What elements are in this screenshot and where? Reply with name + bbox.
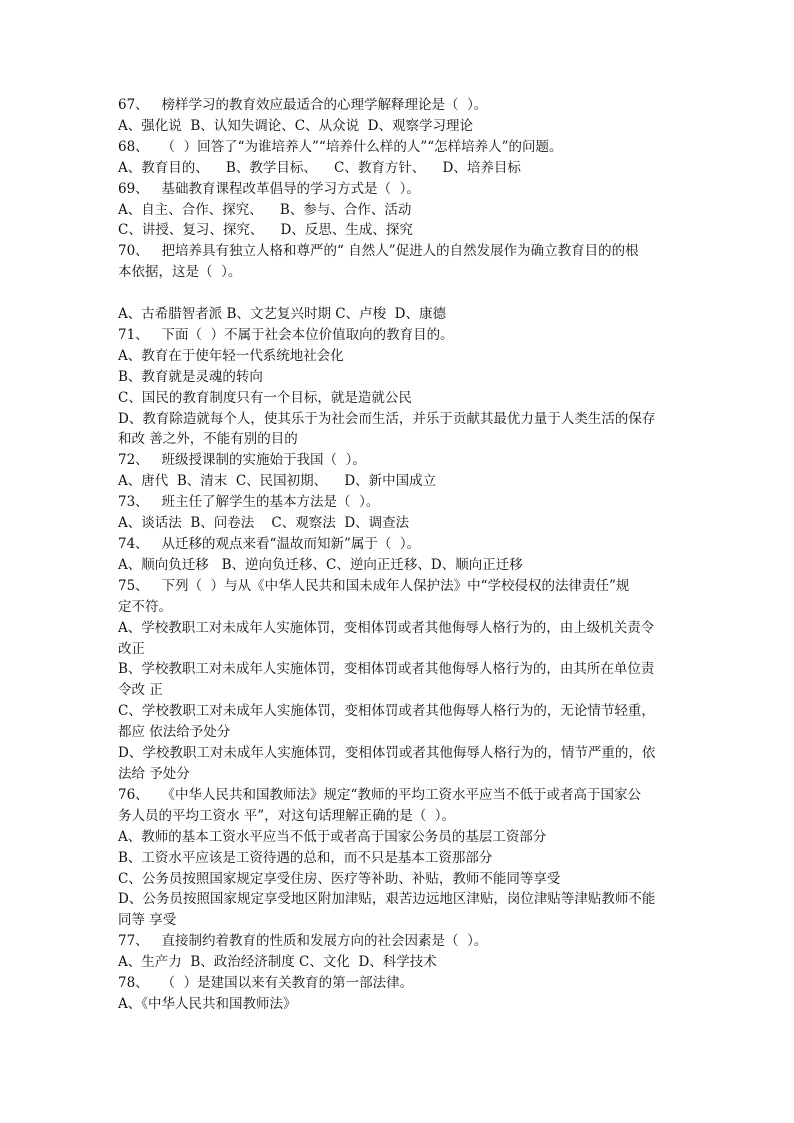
- document-page: [118, 95, 680, 1015]
- question-71-stem: 71、 下面（ ）不属于社会本位价值取向的教育目的。: [118, 326, 454, 343]
- question-68-stem: 68、 （ ）回答了“为谁培养人”“培养什么样的人”“怎样培养人”的问题。: [118, 138, 563, 155]
- question-68-options: A、教育目的、 B、教学目标、 C、教育方针、 D、培养目标: [118, 159, 521, 176]
- question-78-option-a: A、《中华人民共和国教师法》: [118, 995, 297, 1012]
- question-75-option-b-line1: B、学校教职工对未成年人实施体罚，变相体罚或者其他侮辱人格行为的，由其所在单位责: [118, 661, 655, 678]
- question-76-stem-line2: 务人员的平均工资水 平”，对这句话理解正确的是（ ）。: [118, 807, 456, 824]
- question-78-stem: 78、 （ ）是建国以来有关教育的第一部法律。: [118, 975, 414, 992]
- question-67-stem: 67、 榜样学习的教育效应最适合的心理学解释理论是（ ）。: [118, 97, 488, 113]
- question-75-stem-line2: 定不符。: [118, 598, 172, 615]
- question-71-option-b: B、教育就是灵魂的转向: [118, 368, 263, 385]
- question-70-options: A、古希腊智者派 B、文艺复兴时期 C、卢梭 D、康德: [118, 306, 446, 323]
- question-76-option-c: C、公务员按照国家规定享受住房、医疗等补助、补贴，教师不能同等享受: [118, 870, 561, 887]
- question-76-stem-line1: 76、 《中华人民共和国教师法》规定“教师的平均工资水平应当不低于或者高于国家公: [118, 786, 641, 803]
- question-75-option-a-line2: 改正: [118, 640, 145, 657]
- question-69-options-cd: C、讲授、复习、探究、 D、反思、生成、探究: [118, 222, 413, 239]
- question-75-option-c-line2: 都应 依法给予处分: [118, 724, 231, 741]
- question-74-stem: 74、 从迁移的观点来看“温故而知新”属于（ ）。: [118, 536, 421, 553]
- question-71-option-c: C、国民的教育制度只有一个目标，就是造就公民: [118, 389, 412, 406]
- blank-line: [118, 283, 680, 304]
- question-75-option-b-line2: 令改 正: [118, 682, 163, 699]
- question-71-option-a: A、教育在于使年轻一代系统地社会化: [118, 347, 344, 364]
- question-75-stem-line1: 75、 下列（ ）与从《中华人民共和国未成年人保护法》中“学校侵权的法律责任”规: [118, 577, 630, 594]
- question-75-option-d-line1: D、学校教职工对未成年人实施体罚，变相体罚或者其他侮辱人格行为的，情节严重的，依: [118, 745, 656, 762]
- question-69-options-ab: A、自主、合作、探究、 B、参与、合作、活动: [118, 201, 412, 218]
- question-76-option-b: B、工资水平应该是工资待遇的总和，而不只是基本工资那部分: [118, 849, 493, 866]
- question-69-stem: 69、 基础教育课程改革倡导的学习方式是（ ）。: [118, 180, 420, 197]
- question-76-option-a: A、教师的基本工资水平应当不低于或者高于国家公务员的基层工资部分: [118, 828, 547, 845]
- question-77-stem: 77、 直接制约着教育的性质和发展方向的社会因素是（ ）。: [118, 933, 488, 950]
- question-70-stem-line2: 本依据，这是（ ）。: [118, 264, 242, 281]
- question-67-options: A、强化说 B、认知失调论、C、从众说 D、观察学习理论: [118, 117, 473, 134]
- question-72-stem: 72、 班级授课制的实施始于我国（ ）。: [118, 452, 366, 469]
- question-71-option-d-line1: D、教育除造就每个人，使其乐于为社会而生活，并乐于贡献其最优力量于人类生活的保存: [118, 410, 656, 427]
- question-72-options: A、唐代 B、清末 C、民国初期、 D、新中国成立: [118, 473, 437, 490]
- question-74-options: A、顺向负迁移 B、逆向负迁移、C、逆向正迁移、D、顺向正迁移: [118, 556, 523, 573]
- question-73-stem: 73、 班主任了解学生的基本方法是（ ）。: [118, 494, 380, 511]
- question-77-options: A、生产力 B、政治经济制度 C、文化 D、科学技术: [118, 954, 437, 971]
- question-75-option-c-line1: C、学校教职工对未成年人实施体罚，变相体罚或者其他侮辱人格行为的，无论情节轻重，: [118, 703, 655, 720]
- question-70-stem-line1: 70、 把培养具有独立人格和尊严的“ 自然人”促进人的自然发展作为确立教育目的的根: [118, 243, 639, 260]
- question-75-option-a-line1: A、学校教职工对未成年人实施体罚，变相体罚或者其他侮辱人格行为的，由上级机关责令: [118, 619, 655, 636]
- question-71-option-d-line2: 和改 善之外，不能有别的目的: [118, 431, 298, 448]
- question-76-option-d-line1: D、公务员按照国家规定享受地区附加津贴，艰苦边远地区津贴，岗位津贴等津贴教师不能: [118, 891, 656, 908]
- question-76-option-d-line2: 同等 享受: [118, 912, 177, 929]
- question-73-options: A、谈话法 B、问卷法 C、观察法 D、调查法: [118, 515, 410, 532]
- question-75-option-d-line2: 法给 予处分: [118, 765, 190, 782]
